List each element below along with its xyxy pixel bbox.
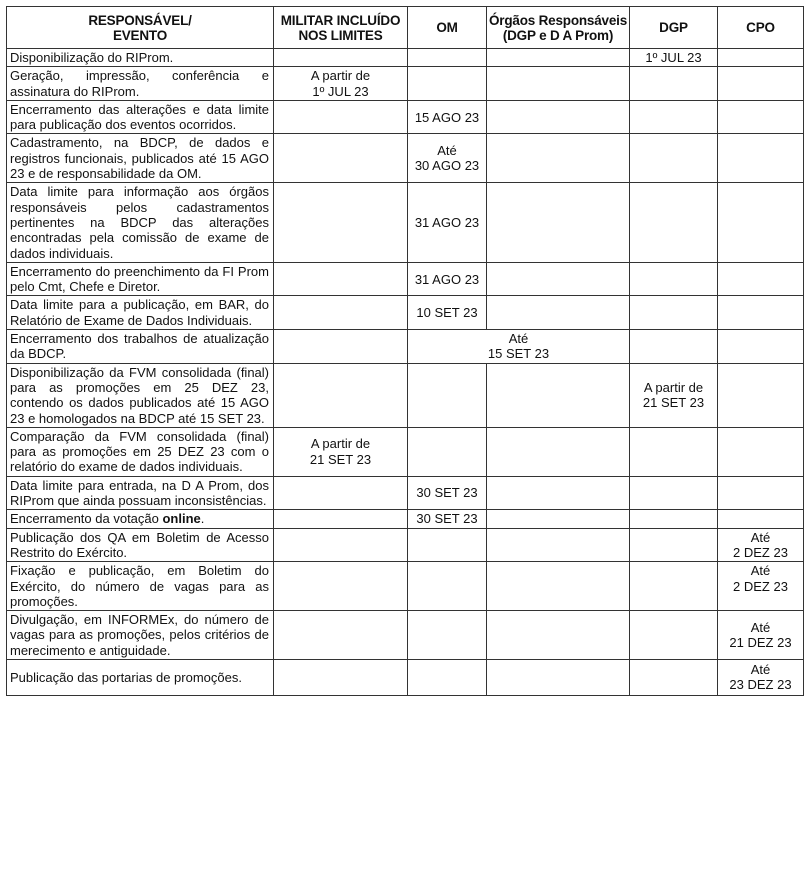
event-cell: Data limite para entrada, na D A Prom, dos RIProm que ainda possuam inconsistências. <box>7 476 274 510</box>
event-cell: Cadastramento, na BDCP, de dados e registros funcionais, publicados até 15 AGO 23 e de responsabilidade da OM. <box>7 134 274 183</box>
cpo-cell: Até 2 DEZ 23 <box>718 528 804 562</box>
schedule-table-container <box>6 6 804 696</box>
om-cell <box>408 659 487 695</box>
event-cell: Divulgação, em INFORMEx, do número de vagas para as promoções, pelos critérios de merecimento e antiguidade. <box>7 611 274 660</box>
header-orgaos <box>487 7 630 49</box>
dgp-cell <box>630 296 718 330</box>
event-cell: Encerramento do preenchimento da FI Prom pelo Cmt, Chefe e Diretor. <box>7 262 274 296</box>
cpo-cell <box>718 296 804 330</box>
cpo-cell <box>718 363 804 427</box>
dgp-cell <box>630 183 718 262</box>
schedule-table <box>6 6 804 696</box>
orgaos-cell <box>487 562 630 611</box>
om-cell <box>408 363 487 427</box>
table-row <box>7 296 804 330</box>
orgaos-cell <box>487 183 630 262</box>
dgp-cell <box>630 510 718 528</box>
event-cell: Disponibilização da FVM consolidada (final) para as promoções em 25 DEZ 23, contendo os dados publicados até 15 AGO 23 e homologados na BDCP até 15 SET 23. <box>7 363 274 427</box>
om-cell: 30 SET 23 <box>408 510 487 528</box>
cpo-cell: Até 2 DEZ 23 <box>718 562 804 611</box>
table-row <box>7 134 804 183</box>
cpo-cell <box>718 510 804 528</box>
dgp-cell <box>630 134 718 183</box>
orgaos-cell <box>487 296 630 330</box>
header-om <box>408 7 487 49</box>
table-row <box>7 611 804 660</box>
cpo-cell <box>718 49 804 67</box>
header-cpo-label: CPO <box>746 20 775 35</box>
militar-cell <box>274 562 408 611</box>
om-cell <box>408 611 487 660</box>
event-cell: Encerramento das alterações e data limite para publicação dos eventos ocorridos. <box>7 100 274 134</box>
orgaos-cell <box>487 611 630 660</box>
table-row <box>7 476 804 510</box>
dgp-cell <box>630 67 718 101</box>
table-row <box>7 510 804 528</box>
orgaos-cell <box>487 262 630 296</box>
header-event <box>7 7 274 49</box>
cpo-cell <box>718 100 804 134</box>
event-emphasis: online <box>162 511 201 527</box>
event-cell: Publicação dos QA em Boletim de Acesso Restrito do Exército. <box>7 528 274 562</box>
orgaos-cell <box>487 659 630 695</box>
header-dgp <box>630 7 718 49</box>
om-orgaos-merged-cell: Até 15 SET 23 <box>408 330 630 364</box>
table-row <box>7 363 804 427</box>
dgp-cell <box>630 659 718 695</box>
event-cell <box>7 510 274 528</box>
cpo-cell: Até 23 DEZ 23 <box>718 659 804 695</box>
orgaos-cell <box>487 363 630 427</box>
militar-cell <box>274 510 408 528</box>
table-row <box>7 49 804 67</box>
table-row <box>7 67 804 101</box>
dgp-cell: A partir de 21 SET 23 <box>630 363 718 427</box>
event-cell: Data limite para informação aos órgãos responsáveis pelos cadastramentos pertinentes na BDCP das alterações encontradas pela comissão de exame de dados individuais. <box>7 183 274 262</box>
event-cell: Encerramento dos trabalhos de atualização da BDCP. <box>7 330 274 364</box>
cpo-cell <box>718 134 804 183</box>
header-event-label: RESPONSÁVEL/ EVENTO <box>88 12 192 43</box>
om-cell: 30 SET 23 <box>408 476 487 510</box>
header-militar <box>274 7 408 49</box>
orgaos-cell <box>487 134 630 183</box>
table-row <box>7 427 804 476</box>
militar-cell <box>274 49 408 67</box>
dgp-cell <box>630 611 718 660</box>
event-cell: Data limite para a publicação, em BAR, do Relatório de Exame de Dados Individuais. <box>7 296 274 330</box>
om-cell <box>408 562 487 611</box>
om-cell: 15 AGO 23 <box>408 100 487 134</box>
dgp-cell <box>630 330 718 364</box>
dgp-cell <box>630 427 718 476</box>
om-cell <box>408 67 487 101</box>
header-militar-label: MILITAR INCLUÍDO NOS LIMITES <box>280 12 401 43</box>
militar-cell <box>274 611 408 660</box>
orgaos-cell <box>487 510 630 528</box>
militar-cell <box>274 363 408 427</box>
table-row <box>7 659 804 695</box>
cpo-cell <box>718 67 804 101</box>
orgaos-cell <box>487 67 630 101</box>
header-orgaos-label: Órgãos Responsáveis (DGP e D A Prom) <box>489 12 628 43</box>
header-cpo <box>718 7 804 49</box>
header-dgp-label: DGP <box>659 20 688 35</box>
header-om-label: OM <box>436 20 458 35</box>
om-cell: 31 AGO 23 <box>408 262 487 296</box>
table-row <box>7 528 804 562</box>
dgp-cell: 1º JUL 23 <box>630 49 718 67</box>
dgp-cell <box>630 476 718 510</box>
om-cell <box>408 49 487 67</box>
orgaos-cell <box>487 49 630 67</box>
event-text-end: . <box>200 511 205 527</box>
table-row <box>7 330 804 364</box>
table-row <box>7 100 804 134</box>
dgp-cell <box>630 528 718 562</box>
militar-cell <box>274 296 408 330</box>
om-cell: 10 SET 23 <box>408 296 487 330</box>
militar-cell <box>274 134 408 183</box>
table-row <box>7 262 804 296</box>
event-cell: Geração, impressão, conferência e assinatura do RIProm. <box>7 67 274 101</box>
militar-cell: A partir de 21 SET 23 <box>274 427 408 476</box>
dgp-cell <box>630 562 718 611</box>
om-cell <box>408 427 487 476</box>
orgaos-cell <box>487 528 630 562</box>
dgp-cell <box>630 100 718 134</box>
militar-cell <box>274 183 408 262</box>
event-cell: Fixação e publicação, em Boletim do Exército, do número de vagas para as promoções. <box>7 562 274 611</box>
cpo-cell <box>718 330 804 364</box>
orgaos-cell <box>487 100 630 134</box>
cpo-cell <box>718 476 804 510</box>
orgaos-cell <box>487 427 630 476</box>
militar-cell <box>274 330 408 364</box>
militar-cell <box>274 100 408 134</box>
orgaos-cell <box>487 476 630 510</box>
om-cell: Até 30 AGO 23 <box>408 134 487 183</box>
event-cell: Publicação das portarias de promoções. <box>7 659 274 695</box>
cpo-cell: Até 21 DEZ 23 <box>718 611 804 660</box>
militar-cell <box>274 476 408 510</box>
cpo-cell <box>718 262 804 296</box>
cpo-cell <box>718 427 804 476</box>
event-cell: Disponibilização do RIProm. <box>7 49 274 67</box>
table-row <box>7 183 804 262</box>
cpo-cell <box>718 183 804 262</box>
event-cell: Comparação da FVM consolidada (final) para as promoções em 25 DEZ 23 com o relatório do exame de dados individuais. <box>7 427 274 476</box>
table-row <box>7 562 804 611</box>
om-cell <box>408 528 487 562</box>
militar-cell <box>274 528 408 562</box>
militar-cell: A partir de 1º JUL 23 <box>274 67 408 101</box>
event-text: Encerramento da votação <box>10 511 163 527</box>
header-row <box>7 7 804 49</box>
dgp-cell <box>630 262 718 296</box>
militar-cell <box>274 659 408 695</box>
militar-cell <box>274 262 408 296</box>
om-cell: 31 AGO 23 <box>408 183 487 262</box>
